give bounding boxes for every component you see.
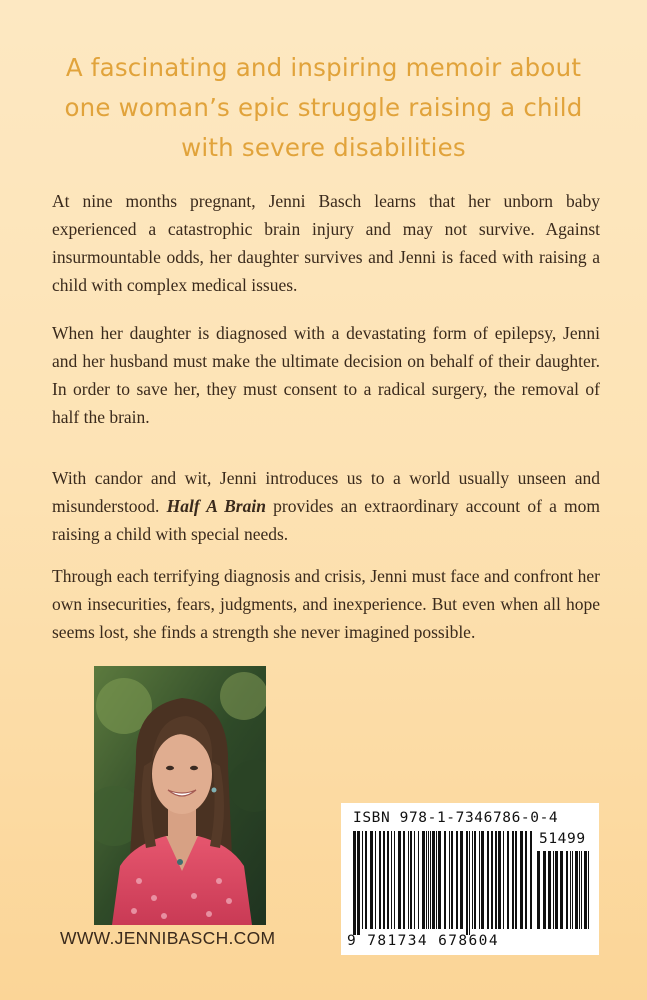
barcode-bar [515, 831, 517, 929]
blurb-p3-text-end: provides an extraordinary account of a mom raising a child with special needs. [52, 496, 601, 544]
barcode-bar [383, 831, 385, 929]
barcode-bar [560, 851, 563, 929]
barcode-bar [357, 831, 360, 935]
barcode-bar [507, 831, 509, 929]
barcode-bar [469, 831, 470, 935]
book-title-italic: Half A Brain [166, 496, 266, 516]
barcode-bar [379, 831, 381, 929]
barcode-bar [408, 831, 409, 929]
barcode-bar [398, 831, 401, 929]
barcode-bar [555, 851, 558, 929]
barcode-bar [451, 831, 453, 929]
ean-digits-label: 9 781734 678604 [347, 933, 499, 949]
barcode-bar [512, 831, 514, 929]
blurb-paragraph-3 [52, 464, 600, 548]
price-addon-barcode [537, 851, 589, 935]
barcode-bar [572, 851, 573, 929]
barcode-bar [432, 831, 435, 929]
author-website: WWW.JENNIBASCH.COM [60, 928, 276, 948]
barcode-bar [460, 831, 463, 929]
barcode-bar [579, 851, 580, 929]
isbn-barcode-block [341, 803, 599, 955]
barcode-bar [422, 831, 425, 929]
author-portrait-image [94, 666, 266, 925]
blurb-paragraph-1: At nine months pregnant, Jenni Basch learns that her unborn baby experienced a catastrophic brain injury and may not survive. Against insurmountable odds, her daughter survives and Jenni is faced with raising a child with complex medical issues. [52, 191, 600, 295]
barcode-bar [428, 831, 429, 929]
barcode-bar [495, 831, 497, 929]
barcode-bar [391, 831, 392, 929]
barcode-bar [566, 851, 568, 929]
barcode-bar [472, 831, 473, 929]
blurb-p3-text-start: With candor and wit, Jenni introduces us to a world usually unseen and misunderstood. [52, 468, 600, 516]
isbn-label: ISBN 978-1-7346786-0-4 [353, 810, 559, 826]
barcode-bar [418, 831, 419, 929]
back-cover-headline [30, 48, 617, 168]
headline-line-1: A fascinating and inspiring memoir about [65, 53, 582, 82]
barcode-bar [370, 831, 373, 929]
barcode-bar [375, 831, 376, 929]
barcode-bar [430, 831, 431, 929]
barcode-bar [520, 831, 523, 929]
barcode-bar [584, 851, 587, 929]
barcode-bar [570, 851, 571, 929]
barcode-bar [588, 851, 589, 929]
barcode-bar [581, 851, 582, 929]
barcode-bar [474, 831, 476, 929]
barcode-bar [498, 831, 501, 929]
barcode-bar [394, 831, 395, 929]
barcode-bar [410, 831, 412, 929]
barcode-bar [449, 831, 450, 929]
barcode-bar [466, 831, 468, 935]
barcode-bar [426, 831, 427, 929]
headline-line-3: with severe disabilities [181, 133, 466, 162]
barcode-bar [444, 831, 446, 929]
barcode-bar [436, 831, 437, 929]
barcode-bar [491, 831, 493, 929]
barcode-bar [481, 831, 484, 929]
barcode-bar [362, 831, 363, 929]
headline-line-2: one woman’s epic struggle raising a child [64, 93, 583, 122]
barcode-bar [365, 831, 367, 929]
ean13-barcode [353, 831, 533, 935]
author-photo [94, 666, 266, 925]
barcode-bar [438, 831, 441, 929]
barcode-bar [543, 851, 546, 929]
barcode-bar [456, 831, 458, 929]
barcode-bar [403, 831, 405, 929]
barcode-bar [503, 831, 504, 929]
barcode-bar [525, 831, 527, 929]
blurb-paragraph-4: Through each terrifying diagnosis and crisis, Jenni must face and confront her own insecurities, fears, judgments, and inexperience. But even when all hope seems lost, she finds a strength she never imagined possible. [52, 566, 600, 642]
barcode-bar [553, 851, 554, 929]
barcode-bar [479, 831, 480, 929]
barcode-bar [530, 831, 532, 929]
barcode-bar [353, 831, 356, 935]
barcode-bar [575, 851, 578, 929]
price-code-label: 51499 [539, 831, 586, 847]
barcode-bar [414, 831, 415, 929]
barcode-bar [537, 851, 540, 929]
barcode-bar [548, 851, 551, 929]
barcode-bar [387, 831, 389, 929]
blurb-paragraph-2: When her daughter is diagnosed with a devastating form of epilepsy, Jenni and her husband must make the ultimate decision on behalf of their daughter. In order to save her, they must consent to a radical surgery, the removal of half the brain. [52, 323, 600, 427]
barcode-bar [487, 831, 489, 929]
